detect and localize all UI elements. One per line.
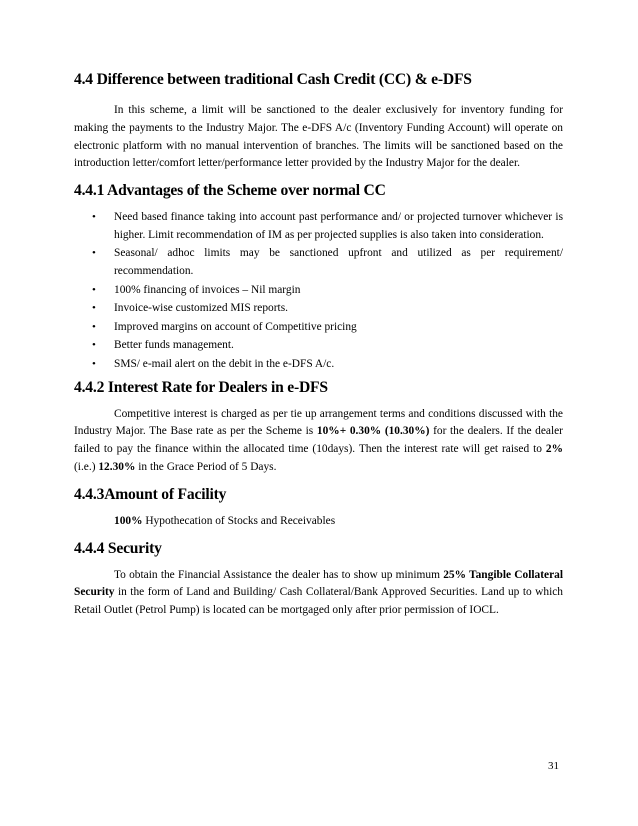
- list-item: • 100% financing of invoices – Nil margin: [104, 282, 563, 300]
- grace-rate-value: 12.30%: [98, 460, 136, 473]
- page-number: 31: [548, 760, 559, 772]
- interest-text-4: in the Grace Period of 5 Days.: [135, 460, 277, 473]
- section-4-4-3-heading: 4.4.3Amount of Facility: [74, 485, 227, 503]
- advantages-list: [74, 209, 563, 373]
- interest-text-3: (i.e.): [74, 460, 99, 473]
- collateral-requirement: 25% Tangible Collateral Security: [74, 568, 563, 599]
- interest-text-2: for the dealers. If the dealer failed to pay the finance within the allocated time (10days). Then the interest rate will get raised to: [74, 425, 563, 456]
- document-page: [74, 70, 563, 628]
- section-4-4-heading: 4.4 Difference between traditional Cash Credit (CC) & e-DFS: [74, 71, 472, 88]
- section-4-4-paragraph: In this scheme, a limit will be sanctioned to the dealer exclusively for inventory funding for making the payments to the Industry Major. The e-DFS A/c (Inventory Funding Account) will operate on electronic platform with no manual intervention of branches. The limits will be sanctioned based on the introduction letter/comfort letter/performance letter provided by the Industry Major for the dealer.: [74, 104, 563, 170]
- list-item: • Seasonal/ adhoc limits may be sanctioned upfront and utilized as per requirement/ recommendation.: [104, 245, 563, 280]
- section-4-4-4-heading: 4.4.4 Security: [74, 539, 162, 557]
- penalty-rate-value: 2%: [545, 443, 563, 456]
- facility-text: Hypothecation of Stocks and Receivables: [142, 514, 336, 527]
- facility-paragraph: [74, 513, 563, 531]
- security-text-1: To obtain the Financial Assistance the dealer has to show up minimum: [114, 568, 444, 581]
- facility-percent: 100%: [114, 514, 143, 527]
- interest-rate-paragraph: [74, 406, 563, 477]
- list-item: • Need based finance taking into account past performance and/ or projected turnover whichever is higher. Limit recommendation of IM as per projected supplies is also taken into consideration.: [104, 209, 563, 244]
- security-text-2: in the form of Land and Building/ Cash Collateral/Bank Approved Securities. Land up to which Retail Outlet (Petrol Pump) is located can be mortgaged only after prior permission of IOCL.: [74, 586, 563, 617]
- security-paragraph: [74, 567, 563, 620]
- section-4-4-1-heading: 4.4.1 Advantages of the Scheme over normal CC: [74, 182, 386, 200]
- list-item: • Invoice-wise customized MIS reports.: [104, 300, 563, 318]
- base-rate-value: 10%+ 0.30% (10.30%): [316, 425, 430, 438]
- section-4-4-2-heading: 4.4.2 Interest Rate for Dealers in e-DFS: [74, 378, 328, 396]
- list-item: • Better funds management.: [104, 337, 563, 355]
- interest-text-1: Competitive interest is charged as per tie up arrangement terms and conditions discussed with the Industry Major. The Base rate as per the Scheme is: [74, 407, 563, 438]
- list-item: • SMS/ e-mail alert on the debit in the e-DFS A/c.: [104, 356, 563, 374]
- list-item: • Improved margins on account of Competitive pricing: [104, 319, 563, 337]
